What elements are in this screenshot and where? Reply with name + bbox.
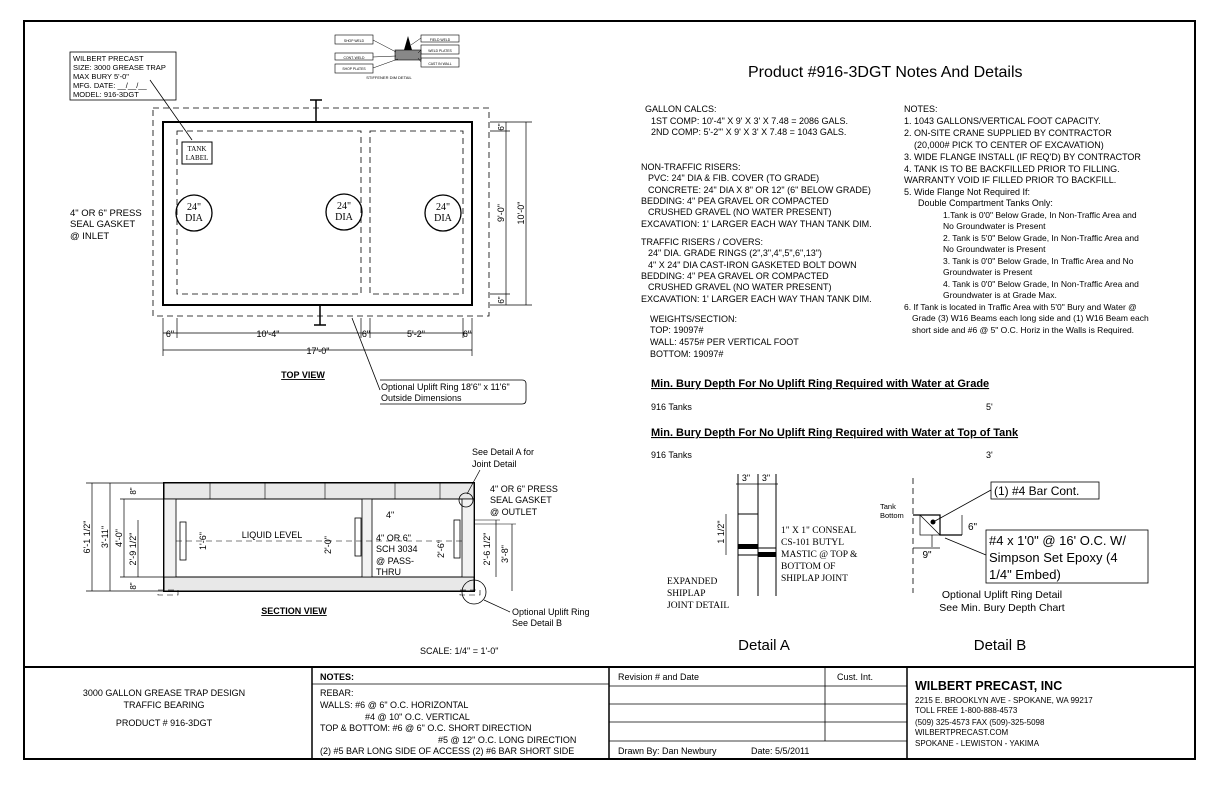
stiffener-callout-2: CONT. WELD [343,56,365,60]
drawn-by: Drawn By: Dan Newbury [618,746,717,756]
dim-outlet-height-3: 3'-8" [500,545,510,563]
riser-2-size: 24" [336,201,352,212]
detail-a [667,473,858,654]
title-block [83,667,1093,759]
note-6a: 6. If Tank is located in Traffic Area with 5'0" Bury and Water @ [904,302,1137,312]
mastic-bead-bottom [738,544,758,549]
detail-a-note-1: See Detail A for [472,447,535,457]
note-3: 3. WIDE FLANGE INSTALL (IF REQ'D) BY CONTRACTOR [904,152,1141,162]
inlet-note-2: SEAL GASKET [70,219,136,230]
dim-height-4-0: 4'-0" [114,529,124,547]
note-2: 2. ON-SITE CRANE SUPPLIED BY CONTRACTOR [904,128,1112,138]
weights-heading: WEIGHTS/SECTION: [650,314,738,324]
rebar-heading: REBAR: [320,688,354,698]
design-line-2: TRAFFIC BEARING [123,700,205,710]
rebar-top-bottom: TOP & BOTTOM: #6 @ 6" O.C. SHORT DIRECTION [320,723,532,733]
riser-1-size: 24" [186,202,202,213]
note-2-detail: (20,000# PICK TO CENTER OF EXCAVATION) [914,140,1104,150]
rebar-long-direction: #5 @ 12" O.C. LONG DIRECTION [438,735,577,745]
stiffener-callout-6: CAST IN WALL [428,62,452,66]
non-traffic-concrete: CONCRETE: 24" DIA X 8" OR 12" (6" BELOW GRADE) [648,185,871,195]
min-bury-item-2: 916 Tanks [651,450,692,460]
stiffener-label: STIFFENER DIM DETAIL [366,75,412,80]
company-website: WILBERTPRECAST.COM [915,728,1009,737]
product-label-line-4: MFG. DATE: __/__/__ [73,81,147,90]
note-5-case-4a: 4. Tank is 0'0" Below Grade, In Non-Traffic Area and [943,279,1139,289]
note-4-warranty: WARRANTY VOID IF FILLED PRIOR TO BACKFILL. [904,175,1117,185]
detail-b-desc-1: Optional Uplift Ring Detail [941,589,1063,601]
traffic-gravel: CRUSHED GRAVEL (NO WATER PRESENT) [648,282,832,292]
note-5-case-2b: No Groundwater is Present [943,244,1046,254]
note-6c: short side and #6 @ 5" O.C. Horiz in the Walls is Required. [912,325,1135,335]
inlet-note-1: 4" OR 6" PRESS [70,208,142,219]
dim-right-wall-bottom: 6" [497,296,506,304]
stiffener-detail [335,35,459,80]
passthru-line-2: SCH 3034 [376,544,418,554]
product-label-line-3: MAX BURY 5'-0" [73,72,129,81]
passthru-line-3: @ PASS- [376,556,414,566]
min-bury-item-1: 916 Tanks [651,402,692,412]
detail-a-note-2: Joint Detail [472,459,517,469]
dim-overall-length: 17'-0" [306,346,330,356]
epoxy-line-1: #4 x 1'0" @ 16' O.C. W/ [989,533,1126,548]
detail-b-caption: Detail B [973,637,1027,654]
rebar-walls-vertical: #4 @ 10" O.C. VERTICAL [365,712,470,722]
detail-a-dim-3a: 3" [741,473,751,483]
top-view-caption: TOP VIEW [281,370,325,380]
dim-height-3-11: 3'-11" [100,525,110,549]
detail-b-dim-9: 9" [922,550,932,561]
dim-right-wall-top: 6" [497,123,506,131]
traffic-bedding: BEDDING: 4" PEA GRAVEL OR COMPACTED [641,271,829,281]
bar-cont-dot [931,520,936,525]
revision-header: Revision # and Date [618,672,700,682]
section-view-caption: SECTION VIEW [261,606,327,616]
detail-a-caption: Detail A [738,637,790,654]
detail-a-dim-3b: 3" [761,473,771,483]
note-5-case-3a: 3. Tank is 0'0" Below Grade, In Traffic Area and No [943,256,1134,266]
traffic-heading: TRAFFIC RISERS / COVERS: [641,237,764,247]
title-notes-header: NOTES: [320,672,355,682]
non-traffic-risers [641,162,872,229]
min-bury-heading-1: Min. Bury Depth For No Uplift Ring Required with Water at Grade [651,378,990,390]
detail-b [880,478,1148,654]
rebar-access: (2) #5 BAR LONG SIDE OF ACCESS (2) #6 BAR SHORT SIDE [320,746,575,756]
joint-line-1: EXPANDED [667,577,718,587]
weights-top: TOP: 19097# [650,325,704,335]
dim-right-overall: 10'-0" [516,201,526,225]
mastic-line-2: CS-101 BUTYL [781,538,845,548]
traffic-risers [641,237,872,304]
note-1: 1. 1043 GALLONS/VERTICAL FOOT CAPACITY. [904,116,1101,126]
epoxy-line-2: Simpson Set Epoxy (4 [989,550,1118,565]
passthru-line-1: 4" OR 6" [376,533,411,543]
note-4: 4. TANK IS TO BE BACKFILLED PRIOR TO FILLING. [904,164,1120,174]
dim-bottom-wall-3: 6" [462,329,472,339]
inlet-note-3: @ INLET [70,231,110,242]
uplift-note-line-1: Optional Uplift Ring 18'6" x 11'6" [381,382,510,392]
product-label-line-2: SIZE: 3000 GREASE TRAP [73,63,166,72]
tank-bottom-line-1: Tank [880,502,896,511]
riser-1-dia: DIA [185,213,203,224]
outlet-note-1: 4" OR 6" PRESS [490,484,558,494]
traffic-cast-iron: 4" X 24" DIA CAST-IRON GASKETED BOLT DOWN [648,260,857,270]
tank-bottom-line-2: Bottom [880,511,904,520]
detail-a-dim-1-half: 1 1/2" [716,520,726,544]
cust-int-header: Cust. Int. [837,672,874,682]
uplift-note-line-2: Outside Dimensions [381,393,462,403]
dim-bottom-comp-2: 5'-2" [407,329,425,339]
passthru-line-4: THRU [376,567,401,577]
dim-bottom-wall-1: 6" [165,329,175,339]
detail-b-dim-6: 6" [968,522,978,533]
joint-line-3: JOINT DETAIL [667,601,730,611]
gallon-calcs-comp-1: 1ST COMP: 10'-4" X 9' X 3' X 7.48 = 2086 GALS. [651,116,849,126]
outlet-note-3: @ OUTLET [490,507,538,517]
dim-outlet-height-2: 2'-6 1/2" [482,532,492,566]
section-view [82,447,590,656]
section-uplift-note-1: Optional Uplift Ring [512,607,590,617]
mastic-line-3: MASTIC @ TOP & [781,550,858,560]
general-notes [904,104,1149,335]
dim-4-inch: 4" [386,510,395,520]
traffic-excavation: EXCAVATION: 1' LARGER EACH WAY THAN TANK DIM. [641,294,872,304]
note-5-case-4b: Groundwater is at Grade Max. [943,290,1057,300]
drawn-date: Date: 5/5/2011 [751,746,810,756]
scale-note: SCALE: 1/4" = 1'-0" [420,646,499,656]
design-line-1: 3000 GALLON GREASE TRAP DESIGN [82,688,246,698]
weights [650,314,799,359]
riser-3-dia: DIA [434,213,452,224]
note-6b: Grade (3) W16 Beams each long side and (1) W16 Beam each [912,313,1149,323]
dim-top-thickness: 8" [129,487,138,495]
company-phone: (509) 325-4573 FAX (509)-325-5098 [915,718,1045,727]
min-bury-table [651,378,1019,460]
riser-3-size: 24" [435,202,451,213]
note-5-case-2a: 2. Tank is 5'0" Below Grade, In Non-Traffic Area and [943,233,1139,243]
mastic-line-5: SHIPLAP JOINT [781,574,848,584]
note-5-double: Double Compartment Tanks Only: [918,198,1053,208]
rebar-walls: WALLS: #6 @ 6" O.C. HORIZONTAL [320,700,469,710]
note-5-case-1b: No Groundwater is Present [943,221,1046,231]
stiffener-callout-5: WELD PLATES [428,49,452,53]
stiffener-callout-3: SHOP PLATES [342,67,366,71]
note-5: 5. Wide Flange Not Required If: [904,187,1031,197]
product-label-line-5: MODEL: 916-3DGT [73,90,139,99]
top-view [70,52,532,404]
stiffener-callout-4: FIELD WELD [429,38,451,42]
min-bury-value-1: 5' [986,402,993,412]
notes-heading: NOTES: [904,104,938,114]
company-locations: SPOKANE - LEWISTON - YAKIMA [915,739,1040,748]
bar-cont-label: (1) #4 Bar Cont. [994,484,1080,498]
min-bury-heading-2: Min. Bury Depth For No Uplift Ring Required with Water at Top of Tank [651,427,1019,439]
dim-bottom-comp-1: 10'-4" [256,329,280,339]
dim-right-inside: 9'-0" [496,204,506,222]
product-label-line-1: WILBERT PRECAST [73,54,144,63]
dim-outlet-height: 2'-6" [436,540,446,558]
dim-passthru-height: 2'-0" [323,536,333,554]
epoxy-line-3: 1/4" Embed) [989,567,1061,582]
note-5-case-3b: Groundwater is Present [943,267,1033,277]
dim-height-2-9: 2'-9 1/2" [128,532,138,566]
design-line-3: PRODUCT # 916-3DGT [115,718,213,728]
gallon-calcs [645,104,848,137]
dim-bottom-wall-2: 6" [361,329,371,339]
mastic-line-1: 1" X 1" CONSEAL [781,526,857,536]
detail-b-desc-2: See Min. Bury Depth Chart [939,602,1065,614]
mastic-line-4: BOTTOM OF [781,562,836,572]
stiffener-callout-1: SHOP WELD [343,39,365,43]
page-title: Product #916-3DGT Notes And Details [748,64,1023,81]
non-traffic-bedding: BEDDING: 4" PEA GRAVEL OR COMPACTED [641,196,829,206]
non-traffic-pvc: PVC: 24" DIA & FIB. COVER (TO GRADE) [648,173,820,183]
gallon-calcs-heading: GALLON CALCS: [645,104,717,114]
tank-label-text-1: TANK [187,145,207,153]
dim-bottom-thickness: 8" [129,582,138,590]
liquid-level-label: LIQUID LEVEL [241,530,303,540]
note-5-case-1a: 1.Tank is 0'0" Below Grade, In Non-Traffic Area and [943,210,1137,220]
joint-line-2: SHIPLAP [667,589,706,599]
section-uplift-note-2: See Detail B [512,618,563,628]
company-name: WILBERT PRECAST, INC [915,679,1063,693]
non-traffic-excavation: EXCAVATION: 1' LARGER EACH WAY THAN TANK DIM. [641,219,872,229]
company-address: 2215 E. BROOKLYN AVE - SPOKANE, WA 99217 [915,696,1093,705]
riser-2-dia: DIA [335,212,353,223]
non-traffic-gravel: CRUSHED GRAVEL (NO WATER PRESENT) [648,207,832,217]
dim-inlet-height: 1'-6" [198,532,208,550]
mastic-bead-top [758,552,776,557]
weights-wall: WALL: 4575# PER VERTICAL FOOT [650,337,799,347]
tank-label-text-2: LABEL [185,154,209,162]
outlet-note-2: SEAL GASKET [490,495,552,505]
non-traffic-heading: NON-TRAFFIC RISERS: [641,162,741,172]
gallon-calcs-comp-2: 2ND COMP: 5'-2"' X 9' X 3' X 7.48 = 1043 GALS. [651,127,847,137]
traffic-grade-rings: 24" DIA. GRADE RINGS (2",3",4",5",6",13") [648,248,822,258]
weights-bottom: BOTTOM: 19097# [650,349,724,359]
dim-overall-height: 6'-1 1/2" [82,520,92,554]
company-toll-free: TOLL FREE 1-800-888-4573 [915,706,1018,715]
min-bury-value-2: 3' [986,450,993,460]
